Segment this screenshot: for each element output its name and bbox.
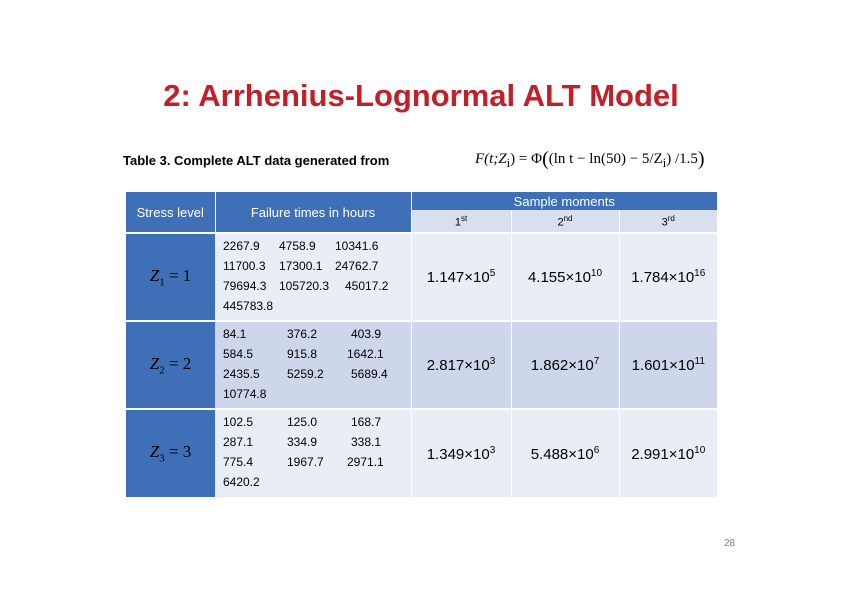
moment-3-z1: $1.784\times 10^{16}$ [619, 233, 717, 321]
moment-2-z3: $5.488\times 10^6$ [511, 409, 619, 497]
table-row [126, 233, 717, 321]
cdf-formula [475, 148, 705, 171]
slide-title: 2: Arrhenius-Lognormal ALT Model [163, 78, 679, 113]
header-moment-2nd: 2nd [511, 210, 619, 233]
moment-3-z2: $1.601\times 10^{11}$ [619, 321, 717, 409]
formula-lhs: F(t;Z [475, 151, 507, 167]
moment-1-z2: $2.817\times 10^3$ [411, 321, 511, 409]
failure-times-z3: 102.5 125.0 168.7 287.1 334.9 338.1 775.4 1967.7 2971.1 6420.2 [215, 409, 411, 497]
formula-lhs-sub: i [506, 156, 511, 170]
stress-level-z3: $Z_3 = 3$ [126, 409, 215, 497]
header-moment-3rd: 3rd [619, 210, 717, 233]
stress-level-z2: $Z_2 = 2$ [126, 321, 215, 409]
moment-1-z3: $1.349\times 10^3$ [411, 409, 511, 497]
formula-arg-sub: i [662, 156, 667, 170]
header-sample-moments: Sample moments [411, 192, 717, 210]
alt-data-table [126, 192, 717, 497]
failure-times-z2: 84.1 376.2 403.9 584.5 915.8 1642.1 2435.5 5259.2 5689.4 10774.8 [215, 321, 411, 409]
moment-2-z2: $1.862\times 10^7$ [511, 321, 619, 409]
table-row [126, 409, 717, 497]
moment-3-z3: $2.991\times 10^{10}$ [619, 409, 717, 497]
formula-arg1: (ln t − ln(50) − 5/Z [548, 151, 663, 167]
header-stress-level: Stress level [126, 192, 215, 233]
table-row [126, 321, 717, 409]
page-number: 28 [724, 538, 736, 549]
formula-arg2: ) /1.5 [666, 151, 698, 167]
moment-2-z1: $4.155\times 10^{10}$ [511, 233, 619, 321]
formula-mid: ) = Φ [510, 151, 543, 167]
header-failure-times: Failure times in hours [215, 192, 411, 233]
stress-level-z1: $Z_1 = 1$ [126, 233, 215, 321]
moment-1-z1: $1.147\times 10^5$ [411, 233, 511, 321]
table-caption: Table 3. Complete ALT data generated from [123, 153, 390, 168]
failure-times-z1: 2267.9 4758.9 10341.6 11700.3 17300.1 24762.7 79694.3 105720.3 45017.2 445783.8 [215, 233, 411, 321]
header-moment-1st: 1st [411, 210, 511, 233]
formula-paren-close: ) [697, 148, 705, 170]
formula-paren-open: ( [542, 148, 549, 170]
